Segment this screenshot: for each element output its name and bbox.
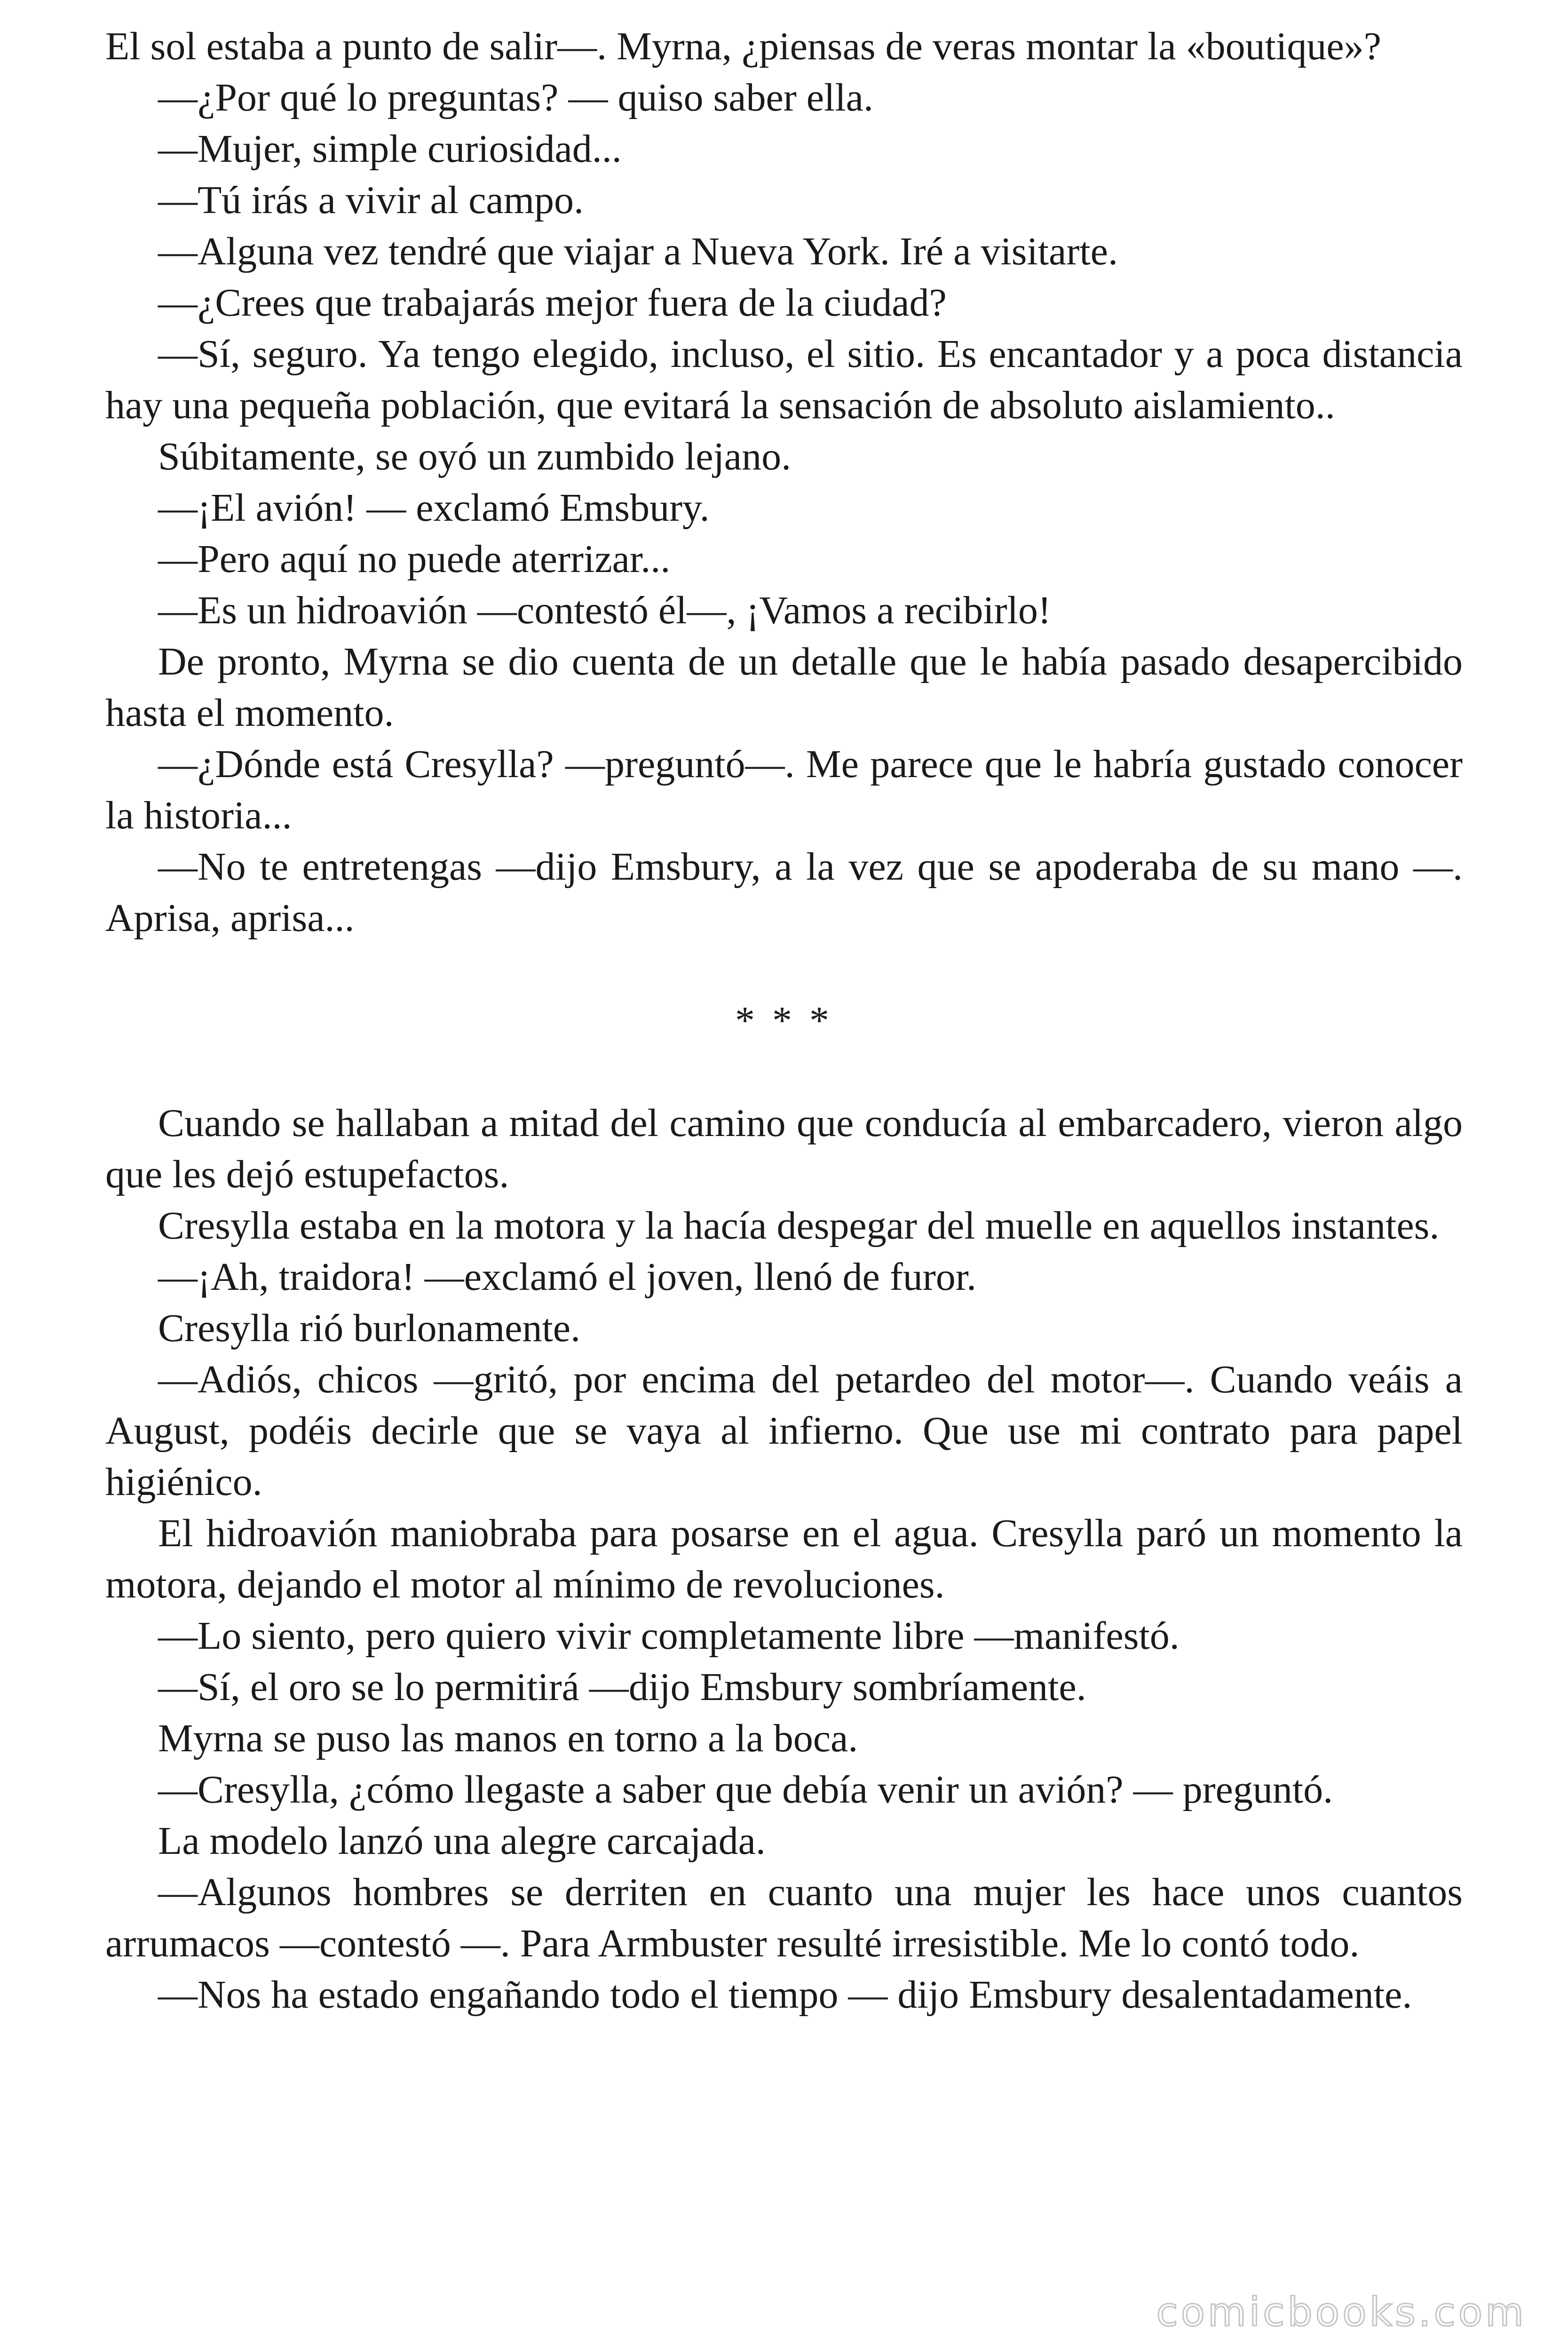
paragraph: Cuando se hallaban a mitad del camino que conducía al embarcadero, vieron algo que les dejó estupefactos. [105,1101,1463,1196]
paragraph: Myrna se puso las manos en torno a la boca. [158,1716,858,1760]
paragraph: —¡El avión! — exclamó Emsbury. [158,486,710,530]
paragraph: —No te entretengas —dijo Emsbury, a la vez que se apoderaba de su mano —. Aprisa, aprisa... [105,845,1463,940]
paragraph: —Pero aquí no puede aterrizar... [158,537,671,581]
paragraph: —Adiós, chicos —gritó, por encima del petardeo del motor—. Cuando veáis a August, podéis decirle que se vaya al infierno. Que use mi contrato para papel higiénico. [105,1358,1463,1504]
watermark: comicbooks.com [1156,2289,1527,2335]
paragraph: —Cresylla, ¿cómo llegaste a saber que debía venir un avión? — preguntó. [158,1768,1333,1812]
paragraph: —¿Por qué lo preguntas? — quiso saber ella. [158,76,873,119]
paragraph: El hidroavión maniobraba para posarse en el agua. Cresylla paró un momento la motora, dejando el motor al mínimo de revoluciones. [105,1511,1463,1606]
paragraph: —Sí, el oro se lo permitirá —dijo Emsbury sombríamente. [158,1665,1086,1709]
paragraph: —Sí, seguro. Ya tengo elegido, incluso, el sitio. Es encantador y a poca distancia hay una pequeña población, que evitará la sensación de absoluto aislamiento.. [105,332,1463,427]
paragraph: El sol estaba a punto de salir—. Myrna, ¿piensas de veras montar la «boutique»? [105,24,1381,68]
paragraph: La modelo lanzó una alegre carcajada. [158,1819,766,1863]
paragraph: —Lo siento, pero quiero vivir completamente libre —manifestó. [158,1614,1180,1658]
paragraph: Cresylla estaba en la motora y la hacía despegar del muelle en aquellos instantes. [158,1204,1440,1248]
paragraph: —Es un hidroavión —contestó él—, ¡Vamos a recibirlo! [158,588,1051,632]
paragraph: —Mujer, simple curiosidad... [158,127,622,171]
paragraph: Cresylla rió burlonamente. [158,1306,581,1350]
paragraph: —Nos ha estado engañando todo el tiempo — dijo Emsbury desalentadamente. [158,1973,1412,2017]
book-page-text [105,21,1463,2020]
paragraph: De pronto, Myrna se dio cuenta de un detalle que le había pasado desapercibido hasta el momento. [105,640,1463,735]
paragraph: —Tú irás a vivir al campo. [158,178,584,222]
section-separator: * * * [735,999,833,1042]
paragraph: —Algunos hombres se derriten en cuanto una mujer les hace unos cuantos arrumacos —contestó —. Para Armbuster resulté irresistible. Me lo contó todo. [105,1870,1463,1965]
paragraph: Súbitamente, se oyó un zumbido lejano. [158,435,792,478]
paragraph: —¡Ah, traidora! —exclamó el joven, llenó de furor. [158,1255,977,1299]
paragraph: —¿Dónde está Cresylla? —preguntó—. Me parece que le habría gustado conocer la historia... [105,742,1463,837]
paragraph: —Alguna vez tendré que viajar a Nueva York. Iré a visitarte. [158,230,1118,273]
paragraph: —¿Crees que trabajarás mejor fuera de la ciudad? [158,281,947,325]
